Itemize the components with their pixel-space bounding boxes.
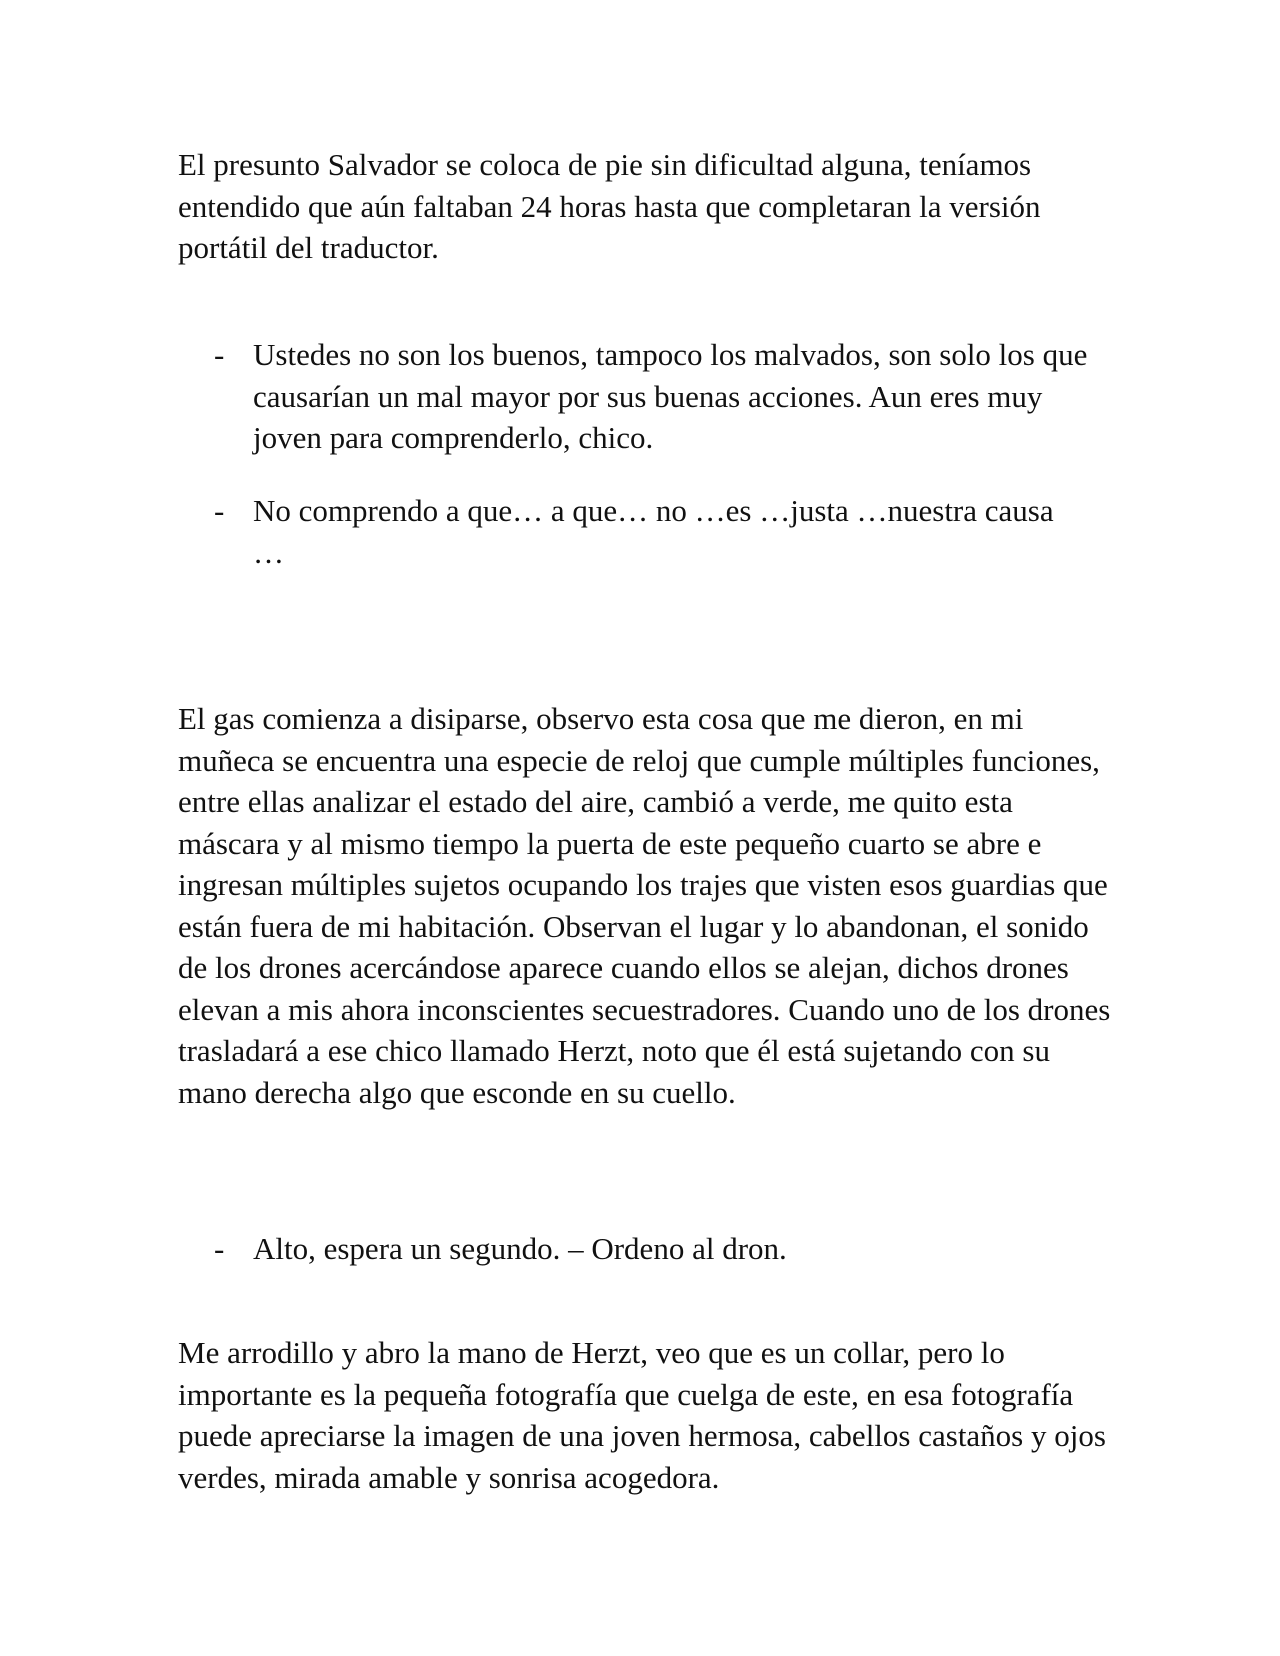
paragraph-2: El gas comienza a disiparse, observo esta cosa que me dieron, en mi muñeca se encuentra una especie de reloj que cumple múltiples funciones, entre ellas analizar el estado del aire, cambió a verde, me quito esta máscara y al mismo tiempo la puerta de este pequeño cuarto se abre e ingresan múltiples sujetos ocupando los trajes que visten esos guardias que están fuera de mi habitación. Observan el lugar y lo abandonan, el sonido de los drones acercándose aparece cuando ellos se alejan, dichos drones elevan a mis ahora inconscientes secuestradores. Cuando uno de los drones trasladará a ese chico llamado Herzt, noto que él está sujetando con su mano derecha algo que esconde en su cuello. xyxy=(178,701,1111,1110)
dialogue-line-1 xyxy=(178,334,1118,459)
dialogue-line-2 xyxy=(178,490,1118,573)
dialogue-dash: - xyxy=(214,337,225,372)
paragraph-1: El presunto Salvador se coloca de pie sin dificultad alguna, teníamos entendido que aún faltaban 24 horas hasta que completaran la versión portátil del traductor. xyxy=(178,147,1041,265)
dialogue-dash: - xyxy=(214,1231,225,1266)
dialogue-text: Alto, espera un segundo. – Ordeno al dron. xyxy=(253,1231,787,1266)
dialogue-text: No comprendo a que… a que… no …es …justa …nuestra causa … xyxy=(253,493,1054,570)
dialogue-text: Ustedes no son los buenos, tampoco los malvados, son solo los que causarían un mal mayor por sus buenas acciones. Aun eres muy joven para comprenderlo, chico. xyxy=(253,337,1088,455)
dialogue-line-3 xyxy=(178,1228,1118,1270)
dialogue-dash: - xyxy=(214,493,225,528)
paragraph-3: Me arrodillo y abro la mano de Herzt, veo que es un collar, pero lo importante es la pequeña fotografía que cuelga de este, en esa fotografía puede apreciarse la imagen de una joven hermosa, cabellos castaños y ojos verdes, mirada amable y sonrisa acogedora. xyxy=(178,1335,1106,1495)
